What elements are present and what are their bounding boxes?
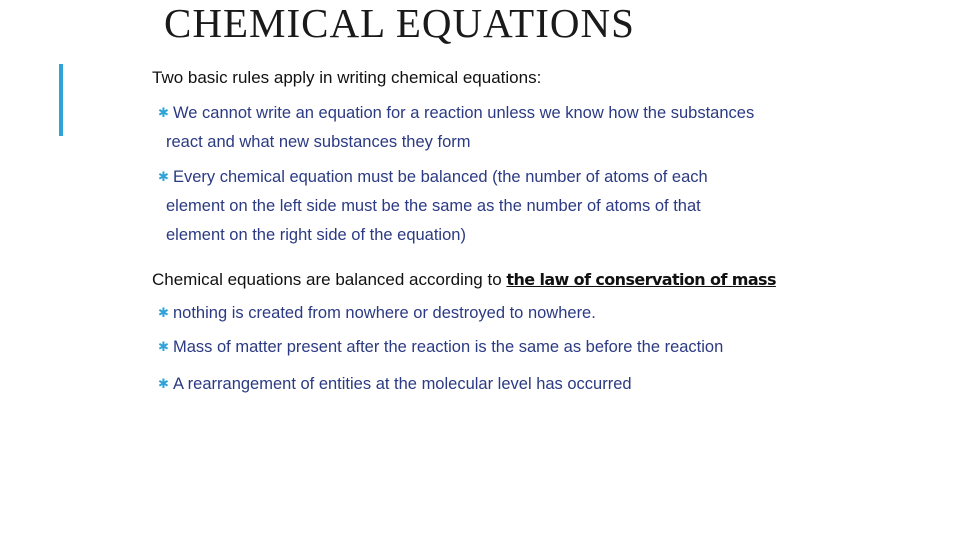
sub-point-mass-same: [158, 333, 858, 362]
asterisk-icon: ✱: [158, 340, 169, 355]
main-point-text: Chemical equations are balanced according to: [152, 270, 507, 289]
sub-point-line: A rearrangement of entities at the molecular level has occurred: [173, 375, 632, 393]
asterisk-icon: ✱: [158, 170, 169, 185]
sub-point-reaction-knowledge: [158, 99, 858, 157]
main-point-conservation: [152, 270, 776, 290]
law-of-conservation-link: the law of conservation of mass: [506, 270, 776, 289]
sub-point-line: element on the left side must be the same as the number of atoms of that: [166, 197, 701, 215]
sub-point-balanced: [158, 163, 858, 250]
sub-point-line: nothing is created from nowhere or destroyed to nowhere.: [173, 304, 596, 322]
sub-point-line: We cannot write an equation for a reaction unless we know how the substances: [173, 104, 755, 122]
sub-point-line: Every chemical equation must be balanced (the number of atoms of each: [173, 168, 708, 186]
sub-point-line: react and what new substances they form: [166, 133, 471, 151]
sub-point-rearrangement: [158, 370, 858, 399]
accent-bar: [59, 64, 63, 136]
asterisk-icon: ✱: [158, 306, 169, 321]
asterisk-icon: ✱: [158, 106, 169, 121]
main-point-text: Two basic rules apply in writing chemical equations:: [152, 68, 542, 87]
slide-title: CHEMICAL EQUATIONS: [164, 0, 635, 46]
asterisk-icon: ✱: [158, 377, 169, 392]
main-point-rules: [152, 68, 541, 88]
sub-point-nothing-created: [158, 299, 858, 328]
sub-point-line: Mass of matter present after the reaction is the same as before the reaction: [173, 338, 724, 356]
sub-point-line: element on the right side of the equation): [166, 226, 466, 244]
